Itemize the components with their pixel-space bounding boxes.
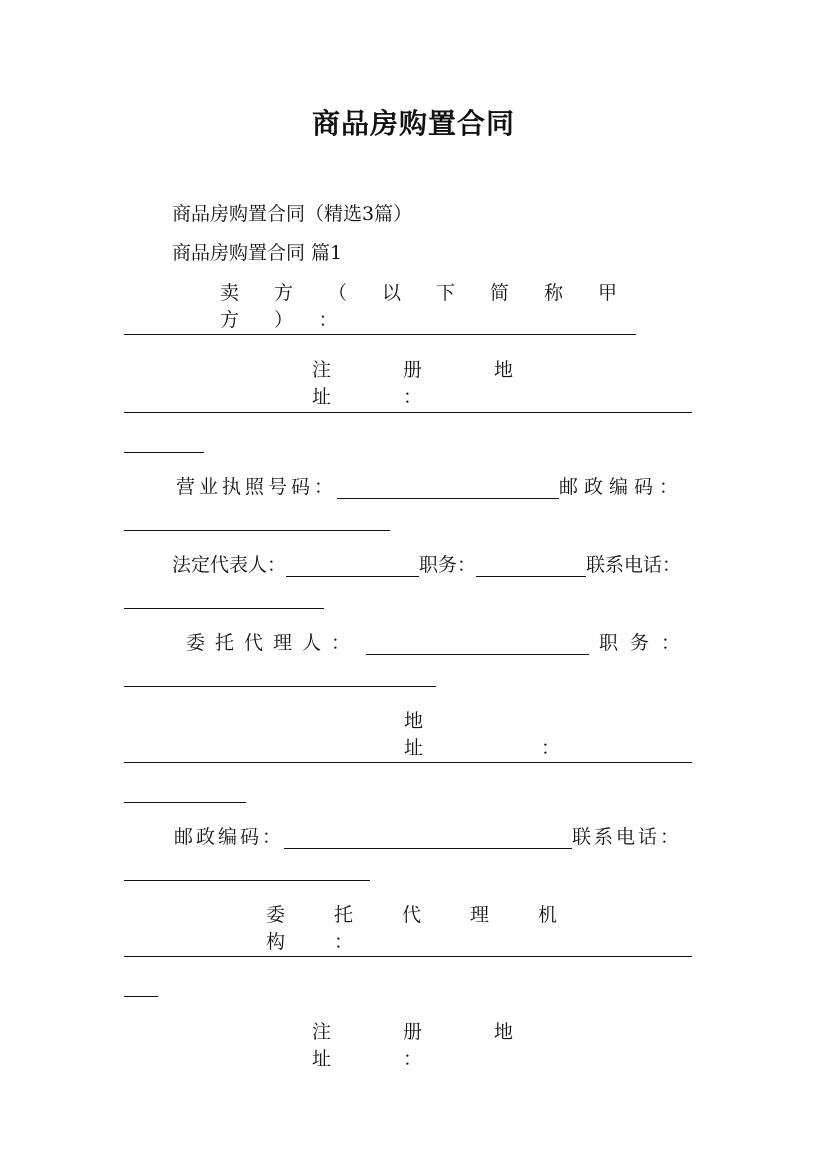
position-label: 职务：	[419, 554, 477, 576]
agent-position-blank	[124, 686, 436, 687]
legal-rep-row	[124, 550, 692, 577]
postcode2-label: 邮政编码：	[174, 826, 285, 848]
address-blank	[124, 762, 692, 763]
legal-rep-blank	[286, 558, 419, 577]
postcode2-row	[124, 822, 692, 849]
position-blank	[476, 558, 586, 577]
address-label-text: 地址：	[404, 710, 679, 759]
seller-label-text: 卖方（以下简称甲方）：	[220, 282, 653, 331]
agency-label-text: 委托代理机构：	[266, 904, 607, 953]
agency-label	[124, 900, 692, 954]
license-blank	[337, 480, 559, 499]
agent-row	[124, 628, 692, 655]
agency-blank	[124, 956, 692, 957]
reg-address-label-text: 注册地址：	[312, 359, 586, 408]
document-subtitle: 商品房购置合同（精选3篇）	[172, 203, 413, 225]
postcode-label: 邮政编码：	[559, 476, 685, 498]
reg-address2-label-text: 注册地址：	[312, 1021, 586, 1070]
phone2-blank	[124, 880, 370, 881]
reg-address-blank-2	[124, 452, 204, 453]
section-heading: 商品房购置合同 篇1	[172, 242, 343, 264]
seller-blank	[124, 334, 636, 335]
reg-address-blank	[124, 412, 692, 413]
legal-rep-label: 法定代表人：	[172, 554, 287, 576]
phone-blank	[124, 608, 324, 609]
address-label	[124, 706, 692, 760]
license-row	[124, 472, 692, 499]
document-title: 商品房购置合同	[311, 107, 515, 140]
agent-position-label: 职务：	[598, 632, 692, 654]
phone2-label: 联系电话：	[572, 826, 683, 848]
agent-blank	[366, 636, 589, 655]
agency-blank-2	[124, 996, 158, 997]
reg-address2-label	[124, 1017, 692, 1071]
address-blank-2	[124, 802, 246, 803]
phone-label: 联系电话：	[586, 554, 682, 576]
license-label: 营业执照号码：	[176, 476, 338, 498]
agent-label: 委托代理人：	[186, 632, 361, 654]
postcode2-blank	[284, 830, 572, 849]
postcode-blank	[124, 530, 390, 531]
reg-address-label	[124, 355, 692, 409]
seller-label	[124, 278, 692, 332]
